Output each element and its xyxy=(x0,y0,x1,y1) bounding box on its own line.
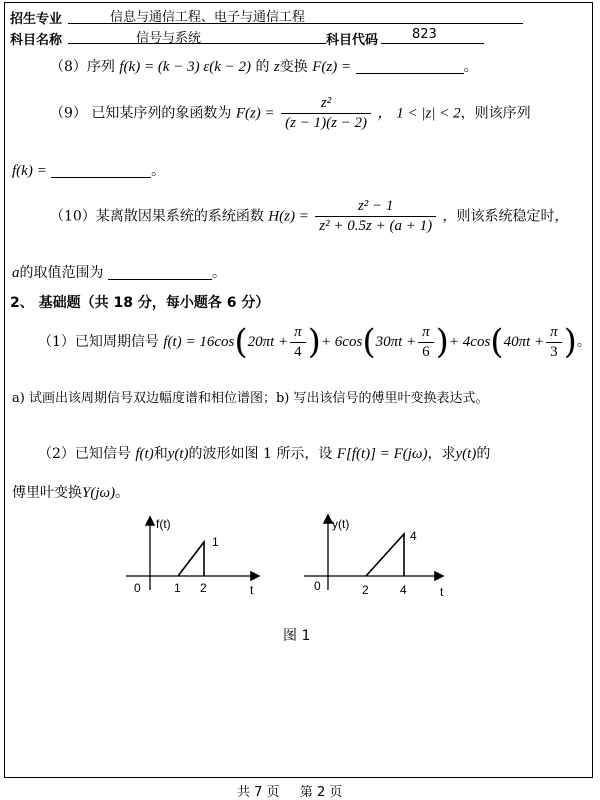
b1-lparen-2: ( xyxy=(362,322,376,362)
q9-numerator: z² xyxy=(281,95,371,114)
b1-frac3-den: 3 xyxy=(550,343,558,360)
q9-fk: f(k) = xyxy=(12,163,47,179)
q8-end: 。 xyxy=(463,59,478,75)
b1-mid1: + 6cos xyxy=(320,334,363,350)
b1-frac1-den: 4 xyxy=(294,343,302,360)
b2-y: y(t) xyxy=(167,446,189,462)
b1-frac1 xyxy=(290,324,306,361)
footer-page: 第 2 页 xyxy=(299,785,343,800)
b1-term3: 40πt + xyxy=(503,334,545,350)
section-2-title: 2、 基础题（共 18 分，每小题各 6 分） xyxy=(10,295,270,311)
b2-de: 的 xyxy=(476,446,491,462)
major-label: 招生专业 xyxy=(10,12,63,27)
q10-prefix: （10）某离散因果系统的系统函数 xyxy=(50,208,264,225)
y-waveform xyxy=(366,534,404,576)
q8-sequence: f(k) = (k − 3) ε(k − 2) xyxy=(119,59,252,75)
b2-equation: F[f(t)] = F(jω) xyxy=(336,446,428,462)
q10-suffix: ，则该系统稳定时， xyxy=(442,208,569,225)
basic-question-2 xyxy=(38,443,490,463)
b2-line2-text: 傅里叶变换 xyxy=(12,485,82,501)
question-8 xyxy=(50,56,478,76)
b1-line2: a) 试画出该周期信号双边幅度谱和相位谱图；b) 写出该信号的傅里叶变换表达式。 xyxy=(12,391,489,406)
b2-f: f(t) xyxy=(135,446,154,462)
b2-ask: ，求 xyxy=(427,446,456,462)
b2-y2: y(t) xyxy=(455,446,477,462)
b1-term2: 30πt + xyxy=(375,334,417,350)
b1-frac2-num: π xyxy=(418,324,434,343)
f-x-label: t xyxy=(250,583,254,597)
b2-end: 。 xyxy=(115,485,130,501)
q9-answer-blank[interactable] xyxy=(51,163,151,178)
b1-lhs: f(t) = 16cos xyxy=(163,334,235,350)
f-origin-label: 0 xyxy=(134,581,141,595)
basic-question-1 xyxy=(38,322,591,362)
question-9-line2 xyxy=(12,160,165,180)
q8-transform: 变换 xyxy=(279,59,308,75)
code-underline xyxy=(381,43,484,44)
b1-lparen-1: ( xyxy=(234,322,248,362)
b1-lparen-3: ( xyxy=(490,322,504,362)
b1-end: 。 xyxy=(576,334,591,350)
f-tick-1: 1 xyxy=(174,581,181,595)
q9-fraction xyxy=(281,95,371,132)
question-10 xyxy=(50,198,569,235)
q9-denominator: (z − 1)(z − 2) xyxy=(285,115,368,131)
q10-answer-blank[interactable] xyxy=(108,265,212,280)
figure-y-plot xyxy=(300,512,460,602)
y-y-label: y(t) xyxy=(332,517,350,531)
q10-fraction xyxy=(315,198,436,235)
b1-frac3-num: π xyxy=(546,324,562,343)
code-label: 科目代码 xyxy=(326,33,379,48)
b1-frac2-den: 6 xyxy=(422,343,430,360)
b1-frac3 xyxy=(546,324,562,361)
y-tick-4: 4 xyxy=(400,583,407,597)
y-tick-2: 2 xyxy=(362,583,369,597)
q10-numerator: z² − 1 xyxy=(315,198,436,217)
question-9 xyxy=(50,95,531,132)
y-peak-label: 4 xyxy=(410,529,417,543)
b2-Y: Y(jω) xyxy=(82,485,116,501)
y-origin-label: 0 xyxy=(314,579,321,593)
figure-caption: 图 1 xyxy=(283,628,311,644)
q10-end: 。 xyxy=(211,265,226,281)
q10-denominator: z² + 0.5z + (a + 1) xyxy=(319,218,433,234)
b1-rparen-2: ) xyxy=(435,322,449,362)
q8-z: z xyxy=(273,59,280,75)
b1-rparen-1: ) xyxy=(307,322,321,362)
subject-value: 信号与系统 xyxy=(136,31,202,46)
q9-suffix: ，则该序列 xyxy=(460,105,531,122)
q9-roc: ， 1 < |z| < 2 xyxy=(377,105,461,122)
question-10-line2 xyxy=(12,262,226,282)
f-peak-label: 1 xyxy=(212,535,219,549)
subject-label: 科目名称 xyxy=(10,33,63,48)
f-tick-2: 2 xyxy=(200,581,207,595)
footer xyxy=(237,781,342,800)
b1-frac1-num: π xyxy=(290,324,306,343)
q8-answer-blank[interactable] xyxy=(356,59,464,74)
q9-end: 。 xyxy=(151,163,166,179)
figure-f-plot xyxy=(118,512,278,602)
q10-a: a xyxy=(12,265,20,281)
q8-lhs: F(z) = xyxy=(312,59,352,75)
b2-line2 xyxy=(12,482,129,502)
q9-lhs: F(z) = xyxy=(235,105,275,122)
b1-rparen-3: ) xyxy=(563,322,577,362)
b2-prefix: （2）已知信号 xyxy=(38,446,131,462)
q8-prefix: （8）序列 xyxy=(50,59,115,75)
major-value: 信息与通信工程、电子与通信工程 xyxy=(110,10,306,25)
y-x-label: t xyxy=(440,585,444,599)
b1-frac2 xyxy=(418,324,434,361)
q9-prefix: （9） 已知某序列的象函数为 xyxy=(50,105,232,122)
b2-and: 和 xyxy=(153,446,168,462)
b1-term1: 20πt + xyxy=(247,334,289,350)
code-value: 823 xyxy=(412,27,437,42)
b1-mid2: + 4cos xyxy=(448,334,491,350)
q10-text: 的取值范围为 xyxy=(19,265,104,281)
f-waveform xyxy=(178,542,204,576)
q8-middle: 的 xyxy=(255,59,270,75)
footer-total: 共 7 页 xyxy=(237,785,280,800)
b1-prefix: （1）已知周期信号 xyxy=(38,334,159,350)
f-y-label: f(t) xyxy=(156,517,171,531)
b2-middle: 的波形如图 1 所示，设 xyxy=(188,446,333,462)
q10-lhs: H(z) = xyxy=(268,208,309,225)
